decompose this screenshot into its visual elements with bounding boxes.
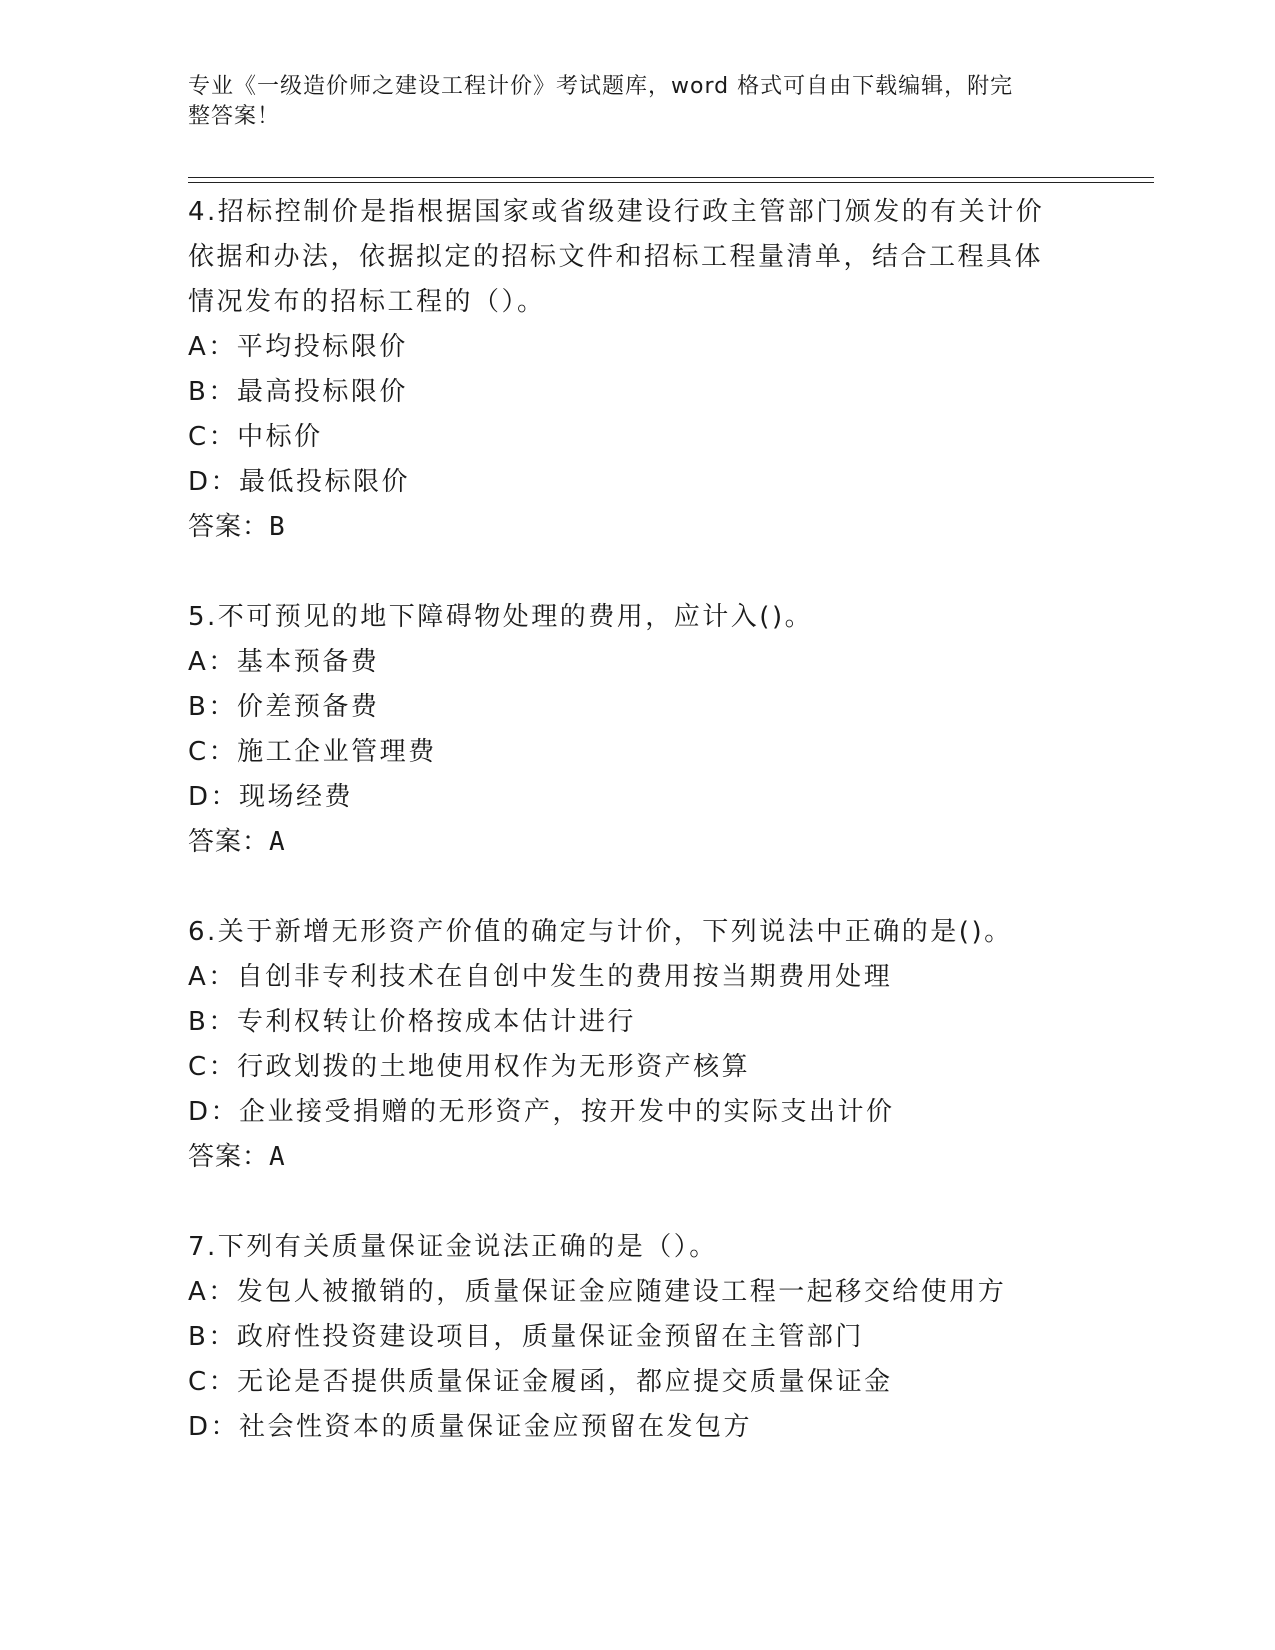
option-a: A：基本预备费: [188, 647, 380, 677]
question-stem: [188, 910, 1088, 955]
header-line-1: 专业《一级造价师之建设工程计价》考试题库，word 格式可自由下载编辑，附完: [188, 74, 1014, 99]
option-b: B：政府性投资建设项目，质量保证金预留在主管部门: [188, 1322, 864, 1352]
option-a: A：自创非专利技术在自创中发生的费用按当期费用处理: [188, 962, 893, 992]
option-d: D：现场经费: [188, 782, 354, 812]
answer-label: 答案：: [188, 827, 270, 857]
stem-line: 4.招标控制价是指根据国家或省级建设行政主管部门颁发的有关计价: [188, 197, 1045, 227]
option-c: C：施工企业管理费: [188, 737, 437, 767]
stem-line: 依据和办法，依据拟定的招标文件和招标工程量清单，结合工程具体: [188, 242, 1044, 272]
option-b: B：价差预备费: [188, 692, 380, 722]
option-c: C：行政划拨的土地使用权作为无形资产核算: [188, 1052, 751, 1082]
document-header: [188, 72, 1088, 132]
stem-line: 6.关于新增无形资产价值的确定与计价，下列说法中正确的是()。: [188, 917, 1013, 947]
option-b: B：最高投标限价: [188, 377, 408, 407]
question-stem: [188, 1225, 1088, 1270]
option-a: A：发包人被撤销的，质量保证金应随建设工程一起移交给使用方: [188, 1277, 1007, 1307]
answer-value: B: [269, 512, 286, 542]
answer-line: [188, 1135, 1088, 1180]
option-d: D：社会性资本的质量保证金应预留在发包方: [188, 1412, 753, 1442]
question-stem: [188, 595, 1088, 640]
question-4: [188, 190, 1088, 550]
answer-line: [188, 820, 1088, 865]
option-d: D：最低投标限价: [188, 467, 411, 497]
option-c: C：无论是否提供质量保证金履函，都应提交质量保证金: [188, 1367, 893, 1397]
option-b: B：专利权转让价格按成本估计进行: [188, 1007, 636, 1037]
question-5: [188, 595, 1088, 865]
option-a: A：平均投标限价: [188, 332, 408, 362]
stem-line: 情况发布的招标工程的（）。: [188, 287, 546, 317]
stem-line: 7.下列有关质量保证金说法正确的是（）。: [188, 1232, 718, 1262]
question-6: [188, 910, 1088, 1180]
question-stem: [188, 190, 1088, 325]
question-7: [188, 1225, 1088, 1450]
option-d: D：企业接受捐赠的无形资产，按开发中的实际支出计价: [188, 1097, 895, 1127]
question-list: [188, 190, 1088, 1495]
answer-label: 答案：: [188, 1142, 270, 1172]
header-divider-top: [188, 177, 1154, 178]
option-c: C：中标价: [188, 422, 323, 452]
header-divider-bottom: [188, 182, 1154, 183]
answer-label: 答案：: [188, 512, 270, 542]
answer-line: [188, 505, 1088, 550]
stem-line: 5.不可预见的地下障碍物处理的费用，应计入()。: [188, 602, 814, 632]
answer-value: A: [269, 827, 286, 857]
answer-value: A: [269, 1142, 286, 1172]
header-line-2: 整答案！: [188, 104, 281, 129]
